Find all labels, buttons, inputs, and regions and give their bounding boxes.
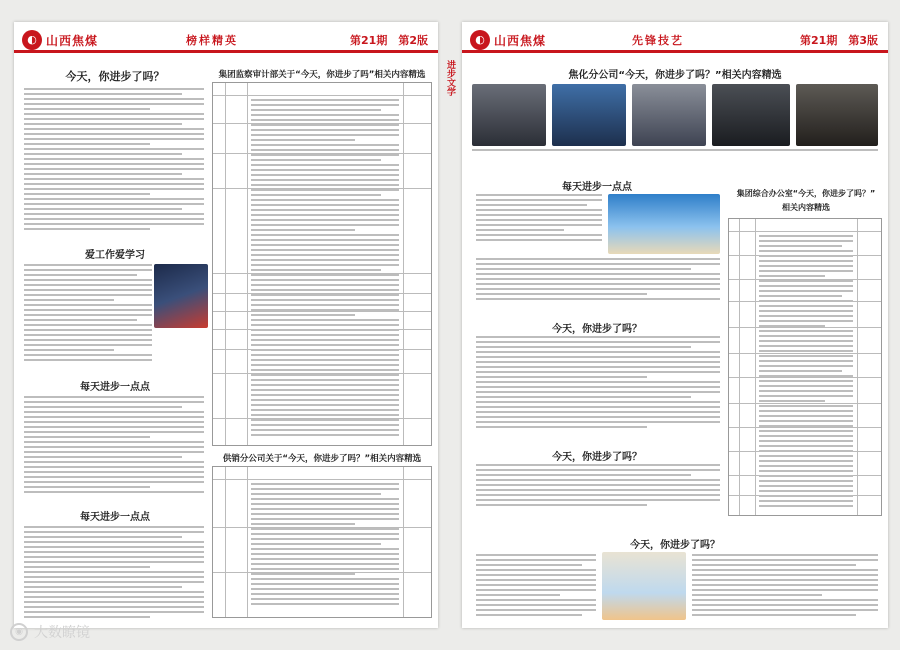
illustration-image <box>602 552 686 620</box>
article-title: 供销分公司关于“今天，你进步了吗？”相关内容精选 <box>222 454 422 464</box>
header-rule <box>462 50 888 53</box>
article-body <box>476 194 602 254</box>
content-table <box>212 82 432 446</box>
article-title: 每天进步一点点 <box>562 182 632 193</box>
middle-sidebar <box>442 60 458 96</box>
watermark-text: 大数瞭镜 <box>34 625 90 641</box>
article-body <box>24 396 204 496</box>
right-logo <box>470 30 546 50</box>
article-body <box>476 464 720 516</box>
article-title: 相关内容精选 <box>782 203 830 212</box>
article-body <box>476 258 720 308</box>
illustration-image <box>154 264 208 328</box>
right-page <box>462 22 888 628</box>
photo-2 <box>552 84 626 146</box>
right-masthead <box>462 22 888 56</box>
content-table <box>728 218 882 516</box>
article-title: 爱工作爱学习 <box>85 250 145 261</box>
logo-icon: ◐ <box>22 30 42 50</box>
table-text <box>251 99 399 439</box>
article-title: 集团综合办公室“今天，你进步了吗？” <box>736 189 876 198</box>
header-rule <box>14 50 438 53</box>
column-name: 榜样精英 <box>186 34 238 47</box>
illustration-image <box>608 194 720 254</box>
article-title: 每天进步一点点 <box>80 382 150 393</box>
article-title: 今天，你进步了吗？ <box>552 452 642 463</box>
table-text <box>251 483 399 613</box>
article-body <box>24 88 204 238</box>
issue-label: 第21期 第2版 <box>350 34 428 47</box>
article-title: 今天，你进步了吗？ <box>630 540 720 551</box>
watermark <box>10 622 90 642</box>
article-title: 每天进步一点点 <box>80 512 150 523</box>
left-page <box>14 22 438 628</box>
article-body <box>476 336 720 436</box>
article-title: 今天，你进步了吗？ <box>552 324 642 335</box>
logo-text: 山西焦煤 <box>494 33 547 48</box>
photo-5 <box>796 84 878 146</box>
photo-1 <box>472 84 546 146</box>
photo-3 <box>632 84 706 146</box>
photo-4 <box>712 84 790 146</box>
article-title: 焦化分公司“今天，你进步了吗？”相关内容精选 <box>568 70 782 81</box>
photo-captions <box>472 149 878 155</box>
table-text <box>759 235 853 511</box>
article-title: 集团监察审计部关于“今天，你进步了吗”相关内容精选 <box>218 70 426 80</box>
article-body <box>24 264 152 364</box>
article-title: 今天，你进步了吗？ <box>65 70 165 83</box>
article-body <box>24 526 204 622</box>
left-logo <box>22 30 98 50</box>
left-masthead <box>14 22 438 56</box>
logo-icon: ◐ <box>470 30 490 50</box>
column-name: 先锋技艺 <box>632 34 684 47</box>
content-table <box>212 466 432 618</box>
logo-text: 山西焦煤 <box>46 33 99 48</box>
sidebar-label: 进步文学 <box>445 60 455 96</box>
article-body <box>692 554 878 620</box>
camera-icon: ◉ <box>10 623 28 641</box>
issue-label: 第21期 第3版 <box>800 34 878 47</box>
article-body <box>476 554 596 620</box>
